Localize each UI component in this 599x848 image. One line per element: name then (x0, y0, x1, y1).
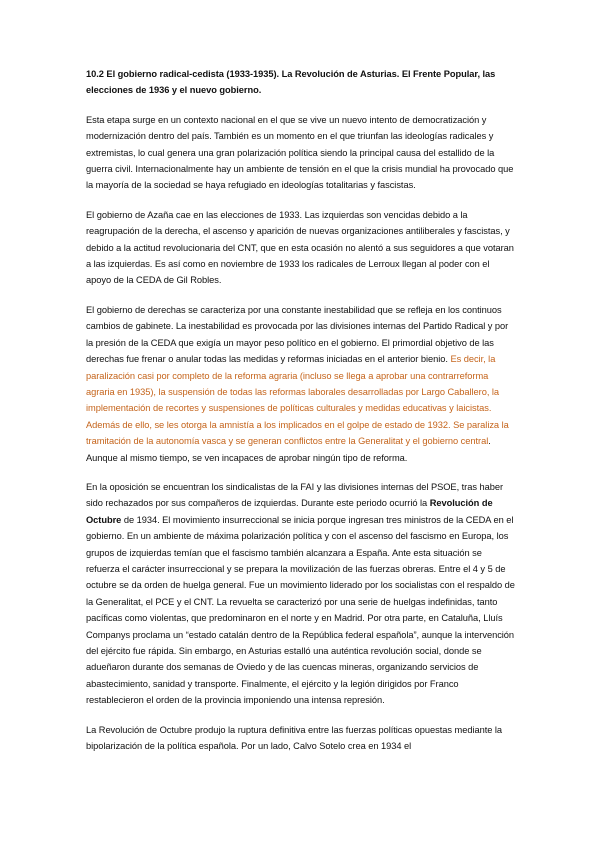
paragraph-text: El gobierno de derechas se caracteriza por una constante inestabilidad que se refleja en los continuos cambios de gabinete. La inestabilidad es provocada por las divisiones internas del Partido Radical y por la presión de la CEDA que exigía un mayor peso político en el gobierno. El primordial objetivo de las derechas fue frenar o anular todas las medidas y reformas iniciadas en el anterior bienio. (86, 304, 509, 365)
section-heading: 10.2 El gobierno radical-cedista (1933-1935). La Revolución de Asturias. El Frente Popular, las elecciones de 1936 y el nuevo gobierno. (86, 69, 496, 96)
bold-term: Revolución de Octubre (86, 498, 493, 525)
paragraph-text: de 1934. El movimiento insurreccional se inicia porque ingresan tres ministros de la CEDA en el gobierno. En un ambiente de máxima polarización política y con el ascenso del fascismo en Europa, los grupos de izquierdas temían que el fascismo también alcanzara a España. Ante esta situación se refuerza el carácter insurreccional y se prepara la movilización de las fuerzas obreras. Entre el 4 y 5 de octubre se da orden de huelga general. Fue un movimiento liderado por los socialistas con el respaldo de la Generalitat, el PCE y el CNT. La revuelta se caracterizó por una serie de huelgas indefinidas, tanto pacíficas como violentas, que predominaron en el norte y en Madrid. Por otra parte, en Cataluña, Lluís Companys proclama un “estado catalán dentro de la República federal española”, aunque la intervención del ejército fue rápida. Sin embargo, en Asturias estalló una auténtica revolución social, donde se adueñaron durante dos semanas de Oviedo y de las cuencas mineras, organizando servicios de abastecimiento, sanidad y transporte. Finalmente, el ejército y la legión dirigidos por Franco restablecieron el orden de la provincia imponiendo una intensa represión. (86, 514, 515, 706)
paragraph-elections-1933: El gobierno de Azaña cae en las elecciones de 1933. Las izquierdas son vencidas debido a la reagrupación de la derecha, el ascenso y aparición de nuevas organizaciones antiliberales y fascistas, y debido a la actitud revolucionaria del CNT, que en esta ocasión no alentó a sus seguidores a que votaran a las izquierdas. Es así como en noviembre de 1933 los radicales de Lerroux llegan al poder con el apoyo de la CEDA de Gil Robles. (86, 209, 514, 286)
paragraph-bipolarization: La Revolución de Octubre produjo la ruptura definitiva entre las fuerzas políticas opuestas mediante la bipolarización de la política española. Por un lado, Calvo Sotelo crea en 1934 el (86, 724, 503, 752)
paragraph-context: Esta etapa surge en un contexto nacional en el que se vive un nuevo intento de democratización y modernización dentro del país. También es un momento en el que triunfan las ideologías radicales y extremistas, lo cual genera una gran polarización política siendo la principal causa del estallido de la guerra civil. Internacionalmente hay un ambiente de tensión en el que la crisis mundial ha provocado que la mayoría de la sociedad se haya refugiado en ideologías totalitarias y fascistas. (86, 114, 514, 191)
document-body (86, 66, 515, 767)
paragraph-october-revolution (86, 479, 515, 709)
paragraph-text: . Aunque al mismo tiempo, se ven incapaces de aprobar ningún tipo de reforma. (86, 436, 491, 463)
paragraph-right-government (86, 302, 515, 466)
paragraph-text: En la oposición se encuentran los sindicalistas de la FAI y las divisiones internas del PSOE, tras haber sido rechazados por sus compañeros de izquierdas. Durante este periodo ocurrió la (86, 481, 504, 509)
highlighted-text: Es decir, la paralización casi por completo de la reforma agraria (incluso se llega a aprobar una contrarreforma agraria en 1935), la suspensión de todas las reformas laborales desarrolladas por Largo Caballero, la implementación de recortes y suspensiones de políticas culturales y medidas educativas y laicistas. Además de ello, se les otorga la amnistía a los implicados en el golpe de estado de 1932. Se paraliza la tramitación de la autonomía vasca y se generan conflictos entre la Generalitat y el gobierno central (86, 354, 509, 447)
